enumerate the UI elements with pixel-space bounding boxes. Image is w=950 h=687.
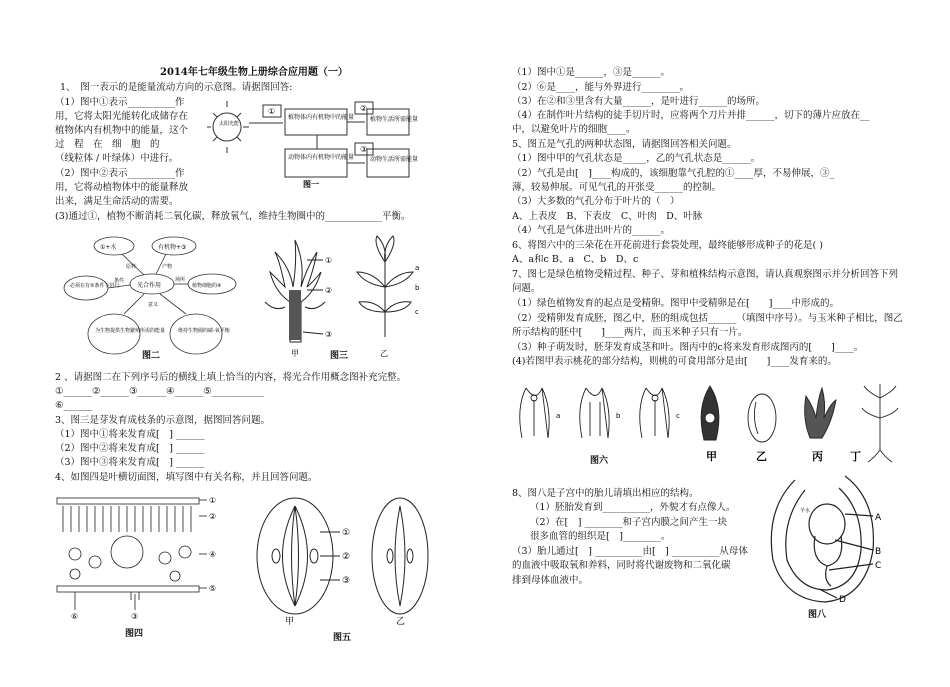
fig2-edge-1: 原料	[126, 264, 137, 270]
fig1-box-animal-life: 动物生活所需能量	[370, 156, 419, 163]
figure-4-leaf-cross-section	[55, 492, 230, 622]
q5-part4: （4）气孔是气体进出叶片的______。	[512, 225, 671, 236]
q8-part3: （3）胎儿通过[ ] __________由[ ] __________从母体	[512, 546, 748, 557]
fig2-right-node: 植物细胞的④	[192, 283, 222, 289]
q6-options: A、a和c B、a C、b D、c	[512, 254, 639, 265]
q1-part1-line1: （1）图中①表示__________作	[55, 97, 185, 108]
fig3-marker-1: ①	[325, 256, 333, 265]
fig6-label-a: a	[556, 412, 561, 420]
q5-part2: （2）气孔是由[ ]____构成的，该细胞靠气孔腔的①____厚，不易伸展，③_	[512, 168, 835, 179]
fig1-circle-2: ②	[360, 104, 368, 113]
figure-2-photosynthesis-concept-map	[62, 232, 242, 362]
fig1-box-plant-life: 植物生活所需能量	[370, 116, 419, 123]
q5-part1: （1）图中甲的气孔状态是_____，乙的气孔状态是______。	[512, 153, 761, 164]
fig1-box-plant: 植物体内有机物中的能量	[288, 114, 355, 121]
fig2-caption: 图二	[142, 351, 161, 361]
q1-part1-line2: 用，它将太阳光能转化成储存在	[55, 111, 189, 122]
q1-part2-line1: （2）图中②表示__________作	[55, 168, 185, 179]
fig1-circle-1: ①	[268, 107, 276, 116]
figure-6-flowers	[512, 378, 692, 448]
fig8-caption: 图八	[808, 610, 827, 620]
q1-part2-line3: 出来，满足生命活动的需要。	[55, 196, 179, 207]
fig2-bottom-left-node: 为生物提供生物繁殖所需的能量	[95, 328, 166, 334]
fig3-marker-3: ③	[325, 330, 333, 339]
q3-part1: （1）图中①将来发育成[ ] ______	[55, 429, 205, 440]
fig7-label-jia: 甲	[706, 450, 717, 463]
fig2-bottom-right-node: 维持生物圈的碳-氧平衡	[178, 328, 230, 334]
fig3-caption: 图三	[330, 351, 349, 361]
fig5-marker-2: ②	[342, 552, 351, 562]
q2-blanks: ①______②______③______④______⑤___________	[55, 386, 264, 397]
fig1-sun-label: 太阳光能	[219, 121, 240, 127]
question-7-intro: 7、图七是绿色植物受精过程、种子、芽和植株结构示意图，请认真观察图示并分析回答下列	[512, 269, 899, 280]
q3-part3: （3）图中③将来发育成[ ] ______	[55, 457, 205, 468]
q7-part4: (4)若图甲表示桃花的部分结构，则桃的可食用部分是由[ ]____发育来的。	[512, 356, 837, 367]
fig7-label-bing: 丙	[812, 450, 823, 463]
fig1-caption: 图一	[303, 180, 319, 189]
fig2-node-2: 有机物+③	[158, 244, 187, 251]
fig4-marker-2: ②	[209, 512, 217, 521]
fig5-marker-1: ①	[342, 528, 351, 538]
fig2-edge-5: 意义	[148, 302, 159, 308]
q4-part2: （2）⑥是____，能与外界进行________。	[512, 82, 690, 93]
q8-part3-cont2: 排到母体血液中。	[512, 575, 589, 586]
fig3-label-a: a	[415, 264, 420, 272]
q5-part3: （3）大多数的气孔分布于叶片的（ ）	[512, 196, 680, 207]
fig4-caption: 图四	[125, 629, 144, 639]
fig4-marker-1: ①	[209, 496, 217, 505]
q1-part1-line4: 过 程 在 细 胞 的	[55, 139, 160, 150]
question-1-intro: 1、 图一表示的是能量流动方向的示意图。请据图回答:	[60, 82, 293, 93]
question-7-intro-cont: 问题。	[512, 283, 541, 294]
q7-part3: （3）种子萌发时，胚芽发育成茎和叶。图丙中的c将来发育形成图丙的[ ]____。	[512, 342, 864, 353]
fig4-marker-3: ③	[131, 612, 139, 621]
fig2-edge-4: 场所	[175, 277, 186, 283]
fig8-amniotic-label: 羊水	[800, 508, 811, 514]
q1-part1-line5: （线粒体 / 叶绿体）中进行。	[55, 153, 179, 164]
fig4-marker-4: ④	[209, 550, 217, 559]
q1-part3: (3)通过①，植物不断消耗二氧化碳，释放氧气，维持生物圈中的____________平衡。	[55, 211, 411, 222]
question-6: 6、将图六中的三朵花在开花前进行套袋处理，最终能够形成种子的花是( )	[512, 240, 823, 251]
fig5-marker-3: ③	[342, 576, 351, 586]
figure-1-energy-flow	[205, 97, 420, 189]
fig6-label-c: c	[676, 412, 680, 420]
fig2-center-node: 光合作用	[137, 282, 162, 289]
q7-part2-cont: 所示结构的胚中[ ]____两片，而玉米种子只有一片。	[512, 327, 748, 338]
figure-8-fetus-in-uterus	[765, 470, 895, 610]
question-2-intro: 2 、请据图二在下列序号后的横线上填上恰当的内容，将光合作用概念图补充完整。	[55, 372, 407, 383]
q7-part2: （2）受精卵发育成胚，图乙中，胚的组成包括______（填图中序号）。与玉米种子相比，图乙	[512, 313, 903, 324]
q2-blank-6: ⑥______	[55, 400, 93, 411]
q8-part1: （1）胚胎发育到__________，外貌才有点像人。	[530, 502, 736, 513]
figure-5-stomata	[250, 492, 440, 632]
fig5-label-jia: 甲	[285, 617, 295, 627]
q4-part4: （4）在制作叶片结构的徒手切片时，应将两个刀片并排______，切下的薄片应放在__	[512, 110, 870, 121]
question-3-intro: 3、图三是芽发育成枝条的示意图，据图回答问题。	[55, 415, 271, 426]
fig6-label-b: b	[616, 412, 621, 420]
question-8-intro: 8、图八是子宫中的胎儿请填出相应的结构。	[512, 488, 699, 499]
fig8-label-B: B	[875, 547, 882, 557]
fig8-label-D: D	[839, 595, 846, 605]
fig8-label-A: A	[875, 513, 882, 523]
fig5-caption: 图五	[333, 633, 352, 643]
q4-part4-cont: 中，以避免叶片的细胞____。	[512, 124, 636, 135]
q5-part3-options: A、上表皮 B、下表皮 C、叶肉 D、叶脉	[512, 211, 703, 222]
fig2-node-1: ①+水	[100, 244, 117, 251]
fig3-marker-2: ②	[325, 286, 333, 295]
q7-part1: （1）绿色植物发育的起点是受精卵。图甲中受精卵是在[ ]____中形成的。	[512, 298, 839, 309]
q5-part2-cont: 薄，较易伸展。可见气孔的开张受______的控制。	[512, 182, 722, 193]
fig2-edge-2: 产物	[162, 264, 173, 270]
fig1-circle-3: ③	[360, 145, 368, 154]
figure-3-bud-development	[245, 232, 425, 362]
q1-part2-line2: 用，它将动植物体中的能量释放	[55, 182, 189, 193]
q3-part2: （2）图中②将来发育成[ ] ______	[55, 443, 205, 454]
fig7-label-ding: 丁	[850, 450, 861, 463]
q4-part3: （3）在②和③里含有大量______，是叶进行______的场所。	[512, 96, 766, 107]
q1-part1-line3: 植物体内有机物中的能量，这个	[55, 125, 189, 136]
fig2-edge-3: 条件	[114, 278, 125, 284]
fig1-box-animal: 动物体内有机物中的能量	[288, 154, 355, 161]
q8-part2-cont: 很多血管的组织是[ ]________。	[530, 531, 671, 542]
fig3-label-c: c	[415, 308, 419, 316]
fig8-label-C: C	[875, 561, 882, 571]
page-title: 2014年七年级生物上册综合应用题（一）	[160, 67, 348, 78]
q4-part1: （1）图中①是______，③是______。	[512, 67, 671, 78]
figure-7-plant-structures	[690, 378, 905, 468]
fig3-label-jia: 甲	[291, 349, 299, 358]
fig3-label-yi: 乙	[380, 349, 388, 358]
fig4-marker-5: ⑤	[209, 584, 217, 593]
fig5-label-yi: 乙	[396, 617, 406, 627]
fig4-marker-6: ⑥	[71, 612, 79, 621]
fig6-caption: 图六	[590, 456, 609, 466]
q8-part3-cont: 的血液中吸取氧和养料，同时将代谢废物和二氧化碳	[512, 560, 731, 571]
fig2-left-node: 必须在有⑤条件下进行	[70, 283, 120, 289]
question-4-intro: 4、如图四是叶横切面图，填写图中有关名称，并且回答问题。	[55, 472, 318, 483]
fig3-label-b: b	[415, 284, 420, 292]
question-5-intro: 5、图五是气孔的两种状态图，请据图回答相关问题。	[512, 139, 737, 150]
q8-part2: （2）在[ ] ________和子宫内膜之间产生一块	[530, 517, 727, 528]
fig7-label-yi: 乙	[756, 450, 767, 463]
